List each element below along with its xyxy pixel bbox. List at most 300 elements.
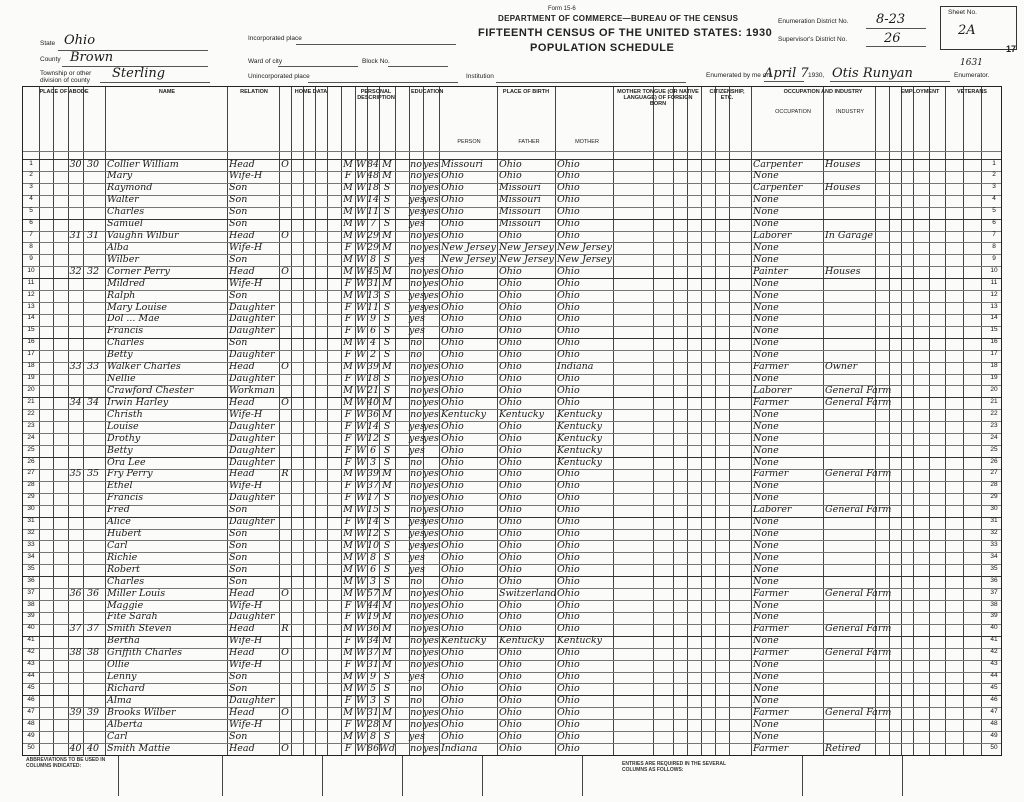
age: 36 bbox=[367, 408, 380, 420]
enumerated-year: 1930, bbox=[808, 72, 825, 79]
occupation: None bbox=[753, 301, 779, 313]
occupation: None bbox=[753, 408, 779, 420]
person-name: Alberta bbox=[107, 718, 143, 730]
row-number: 7 bbox=[29, 231, 33, 239]
row-number-right: 32 bbox=[990, 529, 998, 537]
sex: F bbox=[344, 611, 352, 623]
row-number: 11 bbox=[27, 278, 35, 286]
person-name: Smith Mattie bbox=[107, 742, 171, 754]
birthplace-mother: Ohio bbox=[557, 587, 580, 599]
occupation: None bbox=[753, 194, 779, 206]
occupation: None bbox=[753, 480, 779, 492]
occupation: Farmer bbox=[753, 706, 789, 718]
dwelling-number bbox=[68, 314, 83, 325]
sex: F bbox=[344, 349, 352, 361]
home-tenure bbox=[279, 207, 291, 218]
relation: Head bbox=[229, 706, 255, 718]
marital-status: S bbox=[383, 432, 391, 444]
relation: Daughter bbox=[229, 432, 275, 444]
occupation: Laborer bbox=[753, 384, 792, 396]
person-name: Alba bbox=[107, 241, 129, 253]
attended-school: yes bbox=[409, 218, 425, 230]
can-read bbox=[423, 577, 439, 588]
birthplace-mother: Ohio bbox=[557, 182, 580, 194]
institution-label: Institution bbox=[466, 73, 494, 80]
race: W bbox=[356, 432, 366, 444]
attended-school: no bbox=[410, 241, 422, 253]
age: 8 bbox=[369, 730, 377, 742]
row-number-right: 36 bbox=[990, 576, 998, 584]
occupation: None bbox=[753, 563, 779, 575]
industry bbox=[825, 612, 875, 623]
can-read bbox=[423, 338, 439, 349]
row-number-right: 6 bbox=[992, 219, 996, 227]
relation: Wife-H bbox=[229, 599, 263, 611]
relation: Son bbox=[229, 575, 248, 587]
birthplace-mother: Ohio bbox=[557, 659, 580, 671]
relation: Son bbox=[229, 539, 248, 551]
relation: Daughter bbox=[229, 313, 275, 325]
birthplace-mother: Ohio bbox=[557, 468, 580, 480]
sex: F bbox=[344, 456, 352, 468]
birthplace-mother: Ohio bbox=[557, 623, 580, 635]
age: 6 bbox=[369, 325, 377, 337]
relation: Daughter bbox=[229, 694, 275, 706]
dwelling-number bbox=[68, 338, 83, 349]
marital-status: S bbox=[383, 444, 391, 456]
can-read: yes bbox=[423, 361, 439, 373]
birthplace-person: Ohio bbox=[441, 516, 464, 528]
dwelling-number: 36 bbox=[69, 587, 82, 599]
attended-school: no bbox=[410, 694, 422, 706]
relation: Wife-H bbox=[229, 241, 263, 253]
industry: Retired bbox=[825, 742, 861, 754]
person-name: Dol ... Mae bbox=[107, 313, 160, 325]
row-number: 27 bbox=[27, 469, 35, 477]
birthplace-person: Ohio bbox=[441, 337, 464, 349]
home-tenure bbox=[279, 374, 291, 385]
birthplace-person: New Jersey bbox=[441, 241, 496, 253]
sex: F bbox=[344, 373, 352, 385]
birthplace-father: Ohio bbox=[499, 373, 522, 385]
birthplace-mother: Ohio bbox=[557, 742, 580, 754]
birthplace-person: Missouri bbox=[441, 158, 483, 170]
birthplace-father: Ohio bbox=[499, 396, 522, 408]
industry: General Farm bbox=[825, 396, 892, 408]
sex: F bbox=[344, 516, 352, 528]
occupation: None bbox=[753, 170, 779, 182]
sheet-label: Sheet No. bbox=[948, 9, 977, 16]
home-tenure bbox=[279, 720, 291, 731]
home-tenure: O bbox=[281, 587, 289, 599]
dwelling-number: 37 bbox=[69, 623, 82, 635]
industry bbox=[825, 577, 875, 588]
home-tenure bbox=[279, 517, 291, 528]
birthplace-mother: Ohio bbox=[557, 218, 580, 230]
occupation: None bbox=[753, 599, 779, 611]
age: 15 bbox=[367, 504, 380, 516]
sex: F bbox=[344, 694, 352, 706]
home-tenure bbox=[279, 338, 291, 349]
birthplace-father: Ohio bbox=[499, 504, 522, 516]
sex: F bbox=[344, 659, 352, 671]
relation: Son bbox=[229, 504, 248, 516]
row-number-right: 34 bbox=[990, 552, 998, 560]
industry bbox=[825, 207, 875, 218]
attended-school: no bbox=[410, 158, 422, 170]
home-tenure bbox=[279, 279, 291, 290]
dwelling-number bbox=[68, 732, 83, 743]
dwelling-number: 34 bbox=[69, 396, 82, 408]
race: W bbox=[356, 277, 366, 289]
dwelling-number bbox=[68, 303, 83, 314]
dwelling-number bbox=[68, 171, 83, 182]
sex: F bbox=[344, 420, 352, 432]
relation: Son bbox=[229, 337, 248, 349]
township-value: Sterling bbox=[112, 66, 166, 81]
sex: F bbox=[344, 444, 352, 456]
attended-school: no bbox=[410, 742, 422, 754]
birthplace-person: Kentucky bbox=[441, 408, 486, 420]
birthplace-mother: Ohio bbox=[557, 158, 580, 170]
row-number-right: 1 bbox=[992, 159, 996, 167]
row-number: 23 bbox=[27, 421, 35, 429]
attended-school: no bbox=[410, 504, 422, 516]
person-name: Betty bbox=[107, 444, 133, 456]
person-name: Crawford Chester bbox=[107, 384, 194, 396]
row-number: 34 bbox=[27, 552, 35, 560]
industry bbox=[825, 243, 875, 254]
row-number: 22 bbox=[27, 409, 35, 417]
enumerator-label: Enumerator. bbox=[954, 72, 990, 79]
sex: F bbox=[344, 718, 352, 730]
row-number: 9 bbox=[29, 254, 33, 262]
birthplace-person: Ohio bbox=[441, 349, 464, 361]
birthplace-mother: Ohio bbox=[557, 718, 580, 730]
schedule-title: POPULATION SCHEDULE bbox=[530, 42, 675, 54]
can-read: yes bbox=[423, 301, 439, 313]
can-read: yes bbox=[423, 182, 439, 194]
can-read: yes bbox=[423, 289, 439, 301]
occupation: None bbox=[753, 241, 779, 253]
birthplace-father: Ohio bbox=[499, 682, 522, 694]
entries-title: ENTRIES ARE REQUIRED IN THE SEVERAL COLUMNS AS FOLLOWS: bbox=[622, 761, 726, 773]
birthplace-person: Ohio bbox=[441, 182, 464, 194]
can-read bbox=[423, 696, 439, 707]
row-number: 26 bbox=[27, 457, 35, 465]
industry: Houses bbox=[825, 182, 861, 194]
birthplace-father: Ohio bbox=[499, 384, 522, 396]
attended-school: no bbox=[410, 492, 422, 504]
marital-status: S bbox=[383, 373, 391, 385]
age: 5 bbox=[369, 682, 377, 694]
attended-school: no bbox=[410, 337, 422, 349]
industry bbox=[825, 732, 875, 743]
relation: Daughter bbox=[229, 349, 275, 361]
enum-district-value: 8-23 bbox=[876, 12, 906, 27]
age: 9 bbox=[369, 313, 377, 325]
birthplace-father: Ohio bbox=[499, 349, 522, 361]
race: W bbox=[356, 575, 366, 587]
industry bbox=[825, 446, 875, 457]
relation: Daughter bbox=[229, 420, 275, 432]
home-tenure bbox=[279, 326, 291, 337]
industry: General Farm bbox=[825, 623, 892, 635]
race: W bbox=[356, 396, 366, 408]
birthplace-father: Ohio bbox=[499, 599, 522, 611]
family-number bbox=[83, 326, 103, 337]
sex: M bbox=[343, 528, 353, 540]
sex: M bbox=[343, 384, 353, 396]
marital-status: M bbox=[382, 718, 392, 730]
person-name: Hubert bbox=[107, 528, 142, 540]
industry bbox=[825, 350, 875, 361]
dwelling-number: 33 bbox=[69, 361, 82, 373]
family-number bbox=[83, 374, 103, 385]
row-number: 6 bbox=[29, 219, 33, 227]
can-read: yes bbox=[423, 408, 439, 420]
marital-status: S bbox=[383, 730, 391, 742]
birthplace-mother: Kentucky bbox=[557, 456, 602, 468]
age: 14 bbox=[367, 516, 380, 528]
industry bbox=[825, 481, 875, 492]
can-read bbox=[423, 314, 439, 325]
relation: Son bbox=[229, 289, 248, 301]
occupation: Laborer bbox=[753, 230, 792, 242]
race: W bbox=[356, 456, 366, 468]
occupation: None bbox=[753, 694, 779, 706]
relation: Wife-H bbox=[229, 659, 263, 671]
person-name: Alma bbox=[107, 694, 132, 706]
age: 31 bbox=[367, 706, 380, 718]
row-number-right: 17 bbox=[990, 350, 998, 358]
can-read: yes bbox=[423, 265, 439, 277]
person-name: Charles bbox=[107, 206, 145, 218]
birthplace-mother: Ohio bbox=[557, 706, 580, 718]
row-number-right: 16 bbox=[990, 338, 998, 346]
attended-school: no bbox=[410, 373, 422, 385]
family-number bbox=[83, 660, 103, 671]
home-tenure bbox=[279, 255, 291, 266]
education-header: EDUCATION bbox=[411, 89, 444, 95]
relation: Son bbox=[229, 682, 248, 694]
row-number: 38 bbox=[27, 600, 35, 608]
sex: M bbox=[343, 194, 353, 206]
industry bbox=[825, 279, 875, 290]
family-number bbox=[83, 577, 103, 588]
birthplace-person: Ohio bbox=[441, 647, 464, 659]
relation: Head bbox=[229, 396, 255, 408]
person-name: Nellie bbox=[107, 373, 136, 385]
age: 7 bbox=[369, 218, 377, 230]
age: 4 bbox=[369, 337, 377, 349]
person-name: Charles bbox=[107, 337, 145, 349]
occupation: None bbox=[753, 444, 779, 456]
row-number: 28 bbox=[27, 481, 35, 489]
birthplace-mother: Ohio bbox=[557, 611, 580, 623]
attended-school: yes bbox=[409, 563, 425, 575]
family-number bbox=[83, 529, 103, 540]
race: W bbox=[356, 671, 366, 683]
attended-school: no bbox=[410, 575, 422, 587]
row-number: 44 bbox=[27, 672, 35, 680]
row-number: 48 bbox=[27, 719, 35, 727]
can-read: yes bbox=[423, 194, 439, 206]
person-name: Collier William bbox=[107, 158, 179, 170]
family-number bbox=[83, 696, 103, 707]
birthplace-father: Ohio bbox=[499, 361, 522, 373]
industry bbox=[825, 195, 875, 206]
birthplace-person: Ohio bbox=[441, 194, 464, 206]
person-name: Raymond bbox=[107, 182, 153, 194]
birthplace-person: Ohio bbox=[441, 384, 464, 396]
can-read: yes bbox=[423, 480, 439, 492]
home-tenure bbox=[279, 171, 291, 182]
row-number-right: 48 bbox=[990, 719, 998, 727]
race: W bbox=[356, 468, 366, 480]
birthplace-father: New Jersey bbox=[499, 253, 554, 265]
dwelling-number: 32 bbox=[69, 265, 82, 277]
row-number: 5 bbox=[29, 207, 33, 215]
birthplace-father: Ohio bbox=[499, 480, 522, 492]
attended-school: yes bbox=[409, 516, 425, 528]
dwelling-number bbox=[68, 183, 83, 194]
birthplace-person: Ohio bbox=[441, 492, 464, 504]
birthplace-person: Ohio bbox=[441, 301, 464, 313]
supervisor-value: 26 bbox=[884, 31, 901, 46]
row-number: 46 bbox=[27, 695, 35, 703]
ward-label: Ward of city bbox=[248, 58, 283, 65]
industry: Owner bbox=[825, 361, 858, 373]
birthplace-father: Ohio bbox=[499, 528, 522, 540]
marital-status: S bbox=[383, 492, 391, 504]
birthplace-mother: New Jersey bbox=[557, 241, 612, 253]
attended-school: no bbox=[410, 611, 422, 623]
birthplace-person: Ohio bbox=[441, 706, 464, 718]
relation: Head bbox=[229, 468, 255, 480]
relation: Son bbox=[229, 218, 248, 230]
block-label: Block No. bbox=[362, 58, 390, 65]
employment-header: EMPLOYMENT bbox=[900, 89, 940, 95]
attended-school: no bbox=[410, 349, 422, 361]
birthplace-person: Ohio bbox=[441, 468, 464, 480]
birthplace-mother: Kentucky bbox=[557, 444, 602, 456]
row-number: 39 bbox=[27, 612, 35, 620]
can-read: yes bbox=[423, 587, 439, 599]
supervisor-label: Supervisor's District No. bbox=[778, 36, 848, 43]
birthplace-mother: Ohio bbox=[557, 575, 580, 587]
race: W bbox=[356, 325, 366, 337]
race: W bbox=[356, 623, 366, 635]
sheet-value: 2A bbox=[958, 23, 976, 38]
dwelling-number bbox=[68, 386, 83, 397]
home-tenure: O bbox=[281, 361, 289, 373]
state-label: State bbox=[40, 40, 56, 47]
birthplace-person: Ohio bbox=[441, 218, 464, 230]
can-read: yes bbox=[423, 277, 439, 289]
attended-school: no bbox=[410, 182, 422, 194]
age: 3 bbox=[369, 575, 377, 587]
race: W bbox=[356, 230, 366, 242]
can-read: yes bbox=[423, 706, 439, 718]
race: W bbox=[356, 384, 366, 396]
birthplace-father: Ohio bbox=[499, 730, 522, 742]
marital-status: S bbox=[383, 182, 391, 194]
home-tenure bbox=[279, 183, 291, 194]
race: W bbox=[356, 599, 366, 611]
dwelling-number bbox=[68, 255, 83, 266]
birthplace-person: Ohio bbox=[441, 456, 464, 468]
age: 21 bbox=[367, 384, 380, 396]
marital-status: S bbox=[383, 194, 391, 206]
occupation: None bbox=[753, 218, 779, 230]
family-number bbox=[83, 338, 103, 349]
schedule-grid bbox=[22, 86, 1002, 756]
sex: M bbox=[343, 563, 353, 575]
row-number-right: 3 bbox=[992, 183, 996, 191]
industry: Houses bbox=[825, 158, 861, 170]
industry bbox=[825, 422, 875, 433]
marital-status: M bbox=[382, 706, 392, 718]
relation: Head bbox=[229, 647, 255, 659]
birthplace-father: Ohio bbox=[499, 742, 522, 754]
race: W bbox=[356, 694, 366, 706]
sex: F bbox=[344, 742, 352, 754]
family-number bbox=[83, 243, 103, 254]
birthplace-father: Ohio bbox=[499, 265, 522, 277]
age: 10 bbox=[367, 539, 380, 551]
birthplace-person: Ohio bbox=[441, 361, 464, 373]
birthplace-mother: Ohio bbox=[557, 194, 580, 206]
family-number bbox=[83, 493, 103, 504]
sex: F bbox=[344, 480, 352, 492]
industry bbox=[825, 696, 875, 707]
birthplace-person: Ohio bbox=[441, 420, 464, 432]
occupation: Farmer bbox=[753, 587, 789, 599]
relation: Daughter bbox=[229, 492, 275, 504]
person-name: Vaughn Wilbur bbox=[107, 230, 179, 242]
home-tenure: O bbox=[281, 742, 289, 754]
occupation: Farmer bbox=[753, 468, 789, 480]
race: W bbox=[356, 563, 366, 575]
attended-school: yes bbox=[409, 730, 425, 742]
age: 3 bbox=[369, 456, 377, 468]
home-tenure: O bbox=[281, 396, 289, 408]
occupation: None bbox=[753, 551, 779, 563]
dwelling-number bbox=[68, 434, 83, 445]
row-number-right: 21 bbox=[990, 397, 998, 405]
industry: Houses bbox=[825, 265, 861, 277]
relation: Daughter bbox=[229, 456, 275, 468]
race: W bbox=[356, 313, 366, 325]
can-read: yes bbox=[423, 241, 439, 253]
row-number-right: 13 bbox=[990, 302, 998, 310]
birthplace-mother: Ohio bbox=[557, 396, 580, 408]
row-number: 18 bbox=[27, 362, 35, 370]
family-number: 31 bbox=[86, 230, 100, 242]
can-read: yes bbox=[423, 528, 439, 540]
race: W bbox=[356, 551, 366, 563]
family-number bbox=[83, 255, 103, 266]
row-number-right: 37 bbox=[990, 588, 998, 596]
state-value: Ohio bbox=[64, 33, 96, 48]
row-number-right: 47 bbox=[990, 707, 998, 715]
birthplace-father: Ohio bbox=[499, 301, 522, 313]
row-number: 31 bbox=[27, 517, 35, 525]
age: 6 bbox=[369, 444, 377, 456]
home-tenure bbox=[279, 410, 291, 421]
dwelling-number bbox=[68, 446, 83, 457]
